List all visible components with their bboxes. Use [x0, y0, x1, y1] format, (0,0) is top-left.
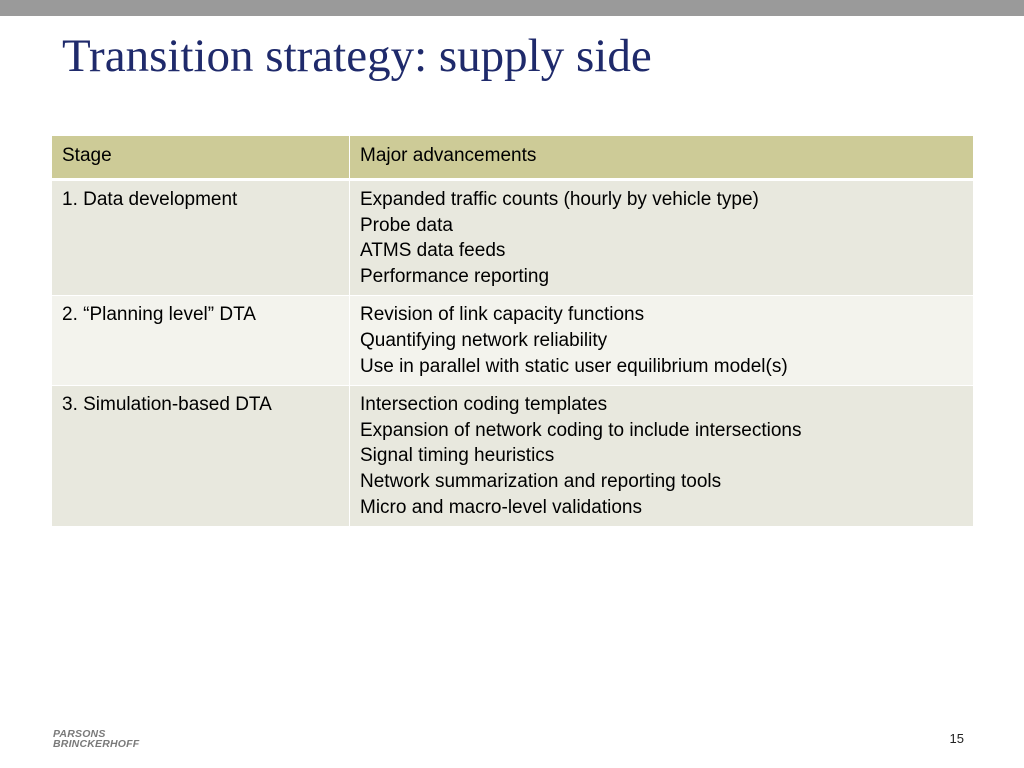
advancement-item: Quantifying network reliability [360, 329, 608, 351]
stage-cell: 3. Simulation-based DTA [52, 386, 350, 527]
advancement-item: Revision of link capacity functions [360, 304, 645, 326]
parsons-brinckerhoff-logo [53, 729, 139, 749]
advancement-item: Micro and macro-level validations [360, 496, 642, 518]
logo-line-2: BRINCKERHOFF [53, 738, 140, 750]
advancement-item: Intersection coding templates [360, 394, 608, 416]
advancement-item: Expansion of network coding to include intersections [360, 419, 802, 441]
stage-cell: 1. Data development [52, 180, 350, 296]
advancement-item: Use in parallel with static user equilibrium model(s) [360, 355, 788, 377]
header-major-advancements: Major advancements [350, 136, 974, 180]
advancements-cell [350, 180, 974, 296]
stage-cell: 2. “Planning level” DTA [52, 296, 350, 386]
advancement-item: Performance reporting [360, 265, 550, 287]
advancement-item: Network summarization and reporting tools [360, 470, 722, 492]
table-row [52, 386, 974, 527]
stages-table [51, 135, 974, 527]
stages-table-container [51, 135, 973, 527]
slide-title: Transition strategy: supply side [62, 30, 652, 82]
table-row [52, 180, 974, 296]
logo-line-1: PARSONS [53, 728, 106, 740]
advancement-item: Probe data [360, 214, 453, 236]
advancement-item: ATMS data feeds [360, 240, 506, 262]
advancement-item: Signal timing heuristics [360, 445, 555, 467]
header-stage: Stage [52, 136, 350, 180]
advancements-cell [350, 386, 974, 527]
top-bar [0, 0, 1024, 16]
table-header-row [52, 136, 974, 180]
page-number: 15 [949, 731, 964, 746]
table-row [52, 296, 974, 386]
advancements-cell [350, 296, 974, 386]
advancement-item: Expanded traffic counts (hourly by vehicle type) [360, 189, 759, 210]
